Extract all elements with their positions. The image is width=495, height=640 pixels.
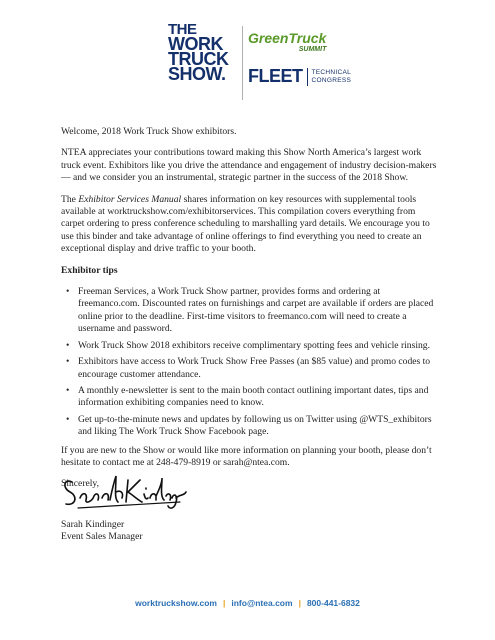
wts-logo-line: WORK [168,34,223,54]
handwritten-signature [58,468,188,514]
logo-divider [242,26,243,100]
manual-paragraph-rest: shares information on key resources with supplemental tools available at worktruckshow.com/exhibitorservices. This compilation covers everything from carpet ordering to press conference scheduling to marshalling yard details. We encourage you to use this binder and take advantage of online offerings to find everything you need to create an exceptional display and drive traffic to your booth. [61,193,430,255]
fleet-sub [312,69,352,84]
footer-separator: | [222,598,226,608]
fleet-sub-line: CONGRESS [311,76,352,84]
tips-list [61,286,441,438]
list-item: • A monthly e-newsletter is sent to the main booth contact outlining important dates, tips and information exhibiting companies need to know. [61,385,441,410]
footer-website-link[interactable]: worktruckshow.com [135,598,217,608]
tips-heading: Exhibitor tips [61,264,118,276]
header-logos [150,22,360,112]
manual-title: Exhibitor Services Manual [78,193,182,205]
wts-logo-line: SHOW. [168,64,226,84]
signatory-title: Event Sales Manager [61,531,143,543]
wts-logo-line: THE [168,21,197,38]
fleet-divider [307,68,308,86]
intro-paragraph: NTEA appreciates your contributions toward making this Show North America’s largest work truck event. Exhibitors like you drive the attendance and engagement of industry decision-makers — and we consider you an instrumental, strategic partner in the success of the 2018 Show. [61,147,437,184]
manual-paragraph-prefix: The [61,193,79,205]
wts-logo-line: TRUCK [168,49,229,69]
sign-off: Sincerely, [61,478,100,490]
closing-paragraph: If you are new to the Show or would like more information on planning your booth, please don’t hesitate to contact me at 248-479-8919 or sarah@ntea.com. [61,444,432,468]
list-item: • Get up-to-the-minute news and updates by following us on Twitter using @WTS_exhibitors and liking The Work Truck Show Facebook page. [61,414,441,439]
list-item: • Freeman Services, a Work Truck Show partner, provides forms and ordering at freemanco.com. Discounted rates on furnishings and carpet are available if orders are placed online prior to the deadline. First-time visitors to freemanco.com will need to create a username and password. [61,286,441,336]
signatory-block [61,519,143,544]
list-item: • Exhibitors have access to Work Truck Show Free Passes (an $85 value) and promo codes to encourage customer attendance. [61,356,441,381]
work-truck-show-logo [168,22,238,82]
footer-separator: | [298,598,301,608]
fleet-sub-line: TECHNICAL [311,69,352,76]
fleet-technical-congress-logo [248,66,351,87]
footer-email-link[interactable]: info@ntea.com [231,598,293,608]
list-item: • Work Truck Show 2018 exhibitors receive complimentary spotting fees and vehicle rinsing. [61,340,441,352]
green-truck-summit-logo [248,32,326,56]
greeting: Welcome, 2018 Work Truck Show exhibitors. [61,126,237,137]
fleet-word: FLEET [248,66,303,86]
footer-contact [0,598,495,608]
signatory-name: Sarah Kindinger [61,519,125,530]
footer-phone: 800-441-6832 [306,598,360,608]
manual-paragraph [61,194,441,256]
gts-title: GreenTruck [248,30,327,46]
letter-body [61,126,441,500]
gts-sub: SUMMIT [298,46,327,53]
